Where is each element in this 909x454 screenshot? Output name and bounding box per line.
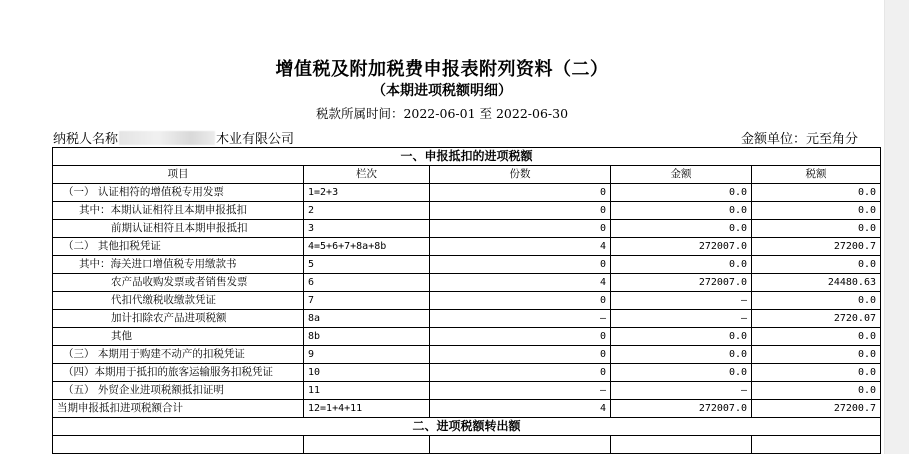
- row-amount: 0.0: [611, 346, 752, 364]
- table-row: [53, 184, 881, 202]
- table-row: [53, 256, 881, 274]
- empty-cell: [752, 436, 881, 454]
- table-row: [53, 364, 881, 382]
- row-line-code: 1=2+3: [304, 184, 430, 202]
- row-count: —: [430, 382, 611, 400]
- row-tax: 0.0: [752, 220, 881, 238]
- row-item-label: （二） 其他扣税凭证: [53, 238, 304, 256]
- table-row: [53, 220, 881, 238]
- row-line-code: 5: [304, 256, 430, 274]
- row-count: —: [430, 310, 611, 328]
- row-line-code: 4=5+6+7+8a+8b: [304, 238, 430, 256]
- input-tax-table: [52, 147, 881, 454]
- row-amount: 272007.0: [611, 238, 752, 256]
- table-row: [53, 328, 881, 346]
- row-tax: 0.0: [752, 364, 881, 382]
- empty-cell: [304, 436, 430, 454]
- row-line-code: 10: [304, 364, 430, 382]
- row-line-code: 3: [304, 220, 430, 238]
- taxpayer-name-suffix: 木业有限公司: [216, 132, 295, 147]
- row-count: 0: [430, 220, 611, 238]
- row-amount: 0.0: [611, 202, 752, 220]
- taxpayer-name: [53, 128, 294, 147]
- redacted-region: [119, 131, 215, 145]
- section2-title: 二、进项税额转出额: [53, 418, 881, 436]
- section-header: [53, 418, 881, 436]
- row-tax: 27200.7: [752, 400, 881, 418]
- table-row: [53, 310, 881, 328]
- row-amount: 0.0: [611, 256, 752, 274]
- row-item-label: 代扣代缴税收缴款凭证: [53, 292, 304, 310]
- row-count: 4: [430, 400, 611, 418]
- row-tax: 0.0: [752, 256, 881, 274]
- row-amount: —: [611, 310, 752, 328]
- row-tax: 0.0: [752, 184, 881, 202]
- row-tax: 0.0: [752, 202, 881, 220]
- column-header: 项目: [53, 166, 304, 184]
- column-header-row: [53, 166, 881, 184]
- row-amount: 0.0: [611, 184, 752, 202]
- row-item-label: 当期申报抵扣进项税额合计: [53, 400, 304, 418]
- row-item-label: （一） 认证相符的增值税专用发票: [53, 184, 304, 202]
- row-item-label: （四）本期用于抵扣的旅客运输服务扣税凭证: [53, 364, 304, 382]
- taxpayer-label: 纳税人名称: [53, 132, 119, 147]
- row-item-label: （三） 本期用于购建不动产的扣税凭证: [53, 346, 304, 364]
- row-count: 0: [430, 202, 611, 220]
- table-row: [53, 436, 881, 454]
- table-row: [53, 202, 881, 220]
- empty-cell: [53, 436, 304, 454]
- amount-unit: 金额单位：元至角分: [740, 132, 858, 147]
- row-amount: 272007.0: [611, 400, 752, 418]
- page-title: 增值税及附加税费申报表附列资料（二）: [275, 59, 609, 80]
- row-item-label: 农产品收购发票或者销售发票: [53, 274, 304, 292]
- row-tax: 0.0: [752, 346, 881, 364]
- row-count: 4: [430, 238, 611, 256]
- row-count: 4: [430, 274, 611, 292]
- column-header: 份数: [430, 166, 611, 184]
- column-header: 税额: [752, 166, 881, 184]
- row-count: 0: [430, 256, 611, 274]
- scrollbar-track[interactable]: [884, 0, 909, 454]
- row-tax: 0.0: [752, 382, 881, 400]
- row-count: 0: [430, 184, 611, 202]
- table-row: [53, 274, 881, 292]
- row-item-label: （五） 外贸企业进项税额抵扣证明: [53, 382, 304, 400]
- row-amount: 0.0: [611, 328, 752, 346]
- row-tax: 0.0: [752, 328, 881, 346]
- row-line-code: 9: [304, 346, 430, 364]
- row-tax: 2720.07: [752, 310, 881, 328]
- row-line-code: 8b: [304, 328, 430, 346]
- row-item-label: 前期认证相符且本期申报抵扣: [53, 220, 304, 238]
- row-amount: 0.0: [611, 364, 752, 382]
- row-count: 0: [430, 292, 611, 310]
- section1-title: 一、申报抵扣的进项税额: [53, 148, 881, 166]
- row-amount: —: [611, 292, 752, 310]
- row-line-code: 11: [304, 382, 430, 400]
- row-tax: 24480.63: [752, 274, 881, 292]
- table-row: [53, 400, 881, 418]
- row-item-label: 其中：海关进口增值税专用缴款书: [53, 256, 304, 274]
- row-amount: —: [611, 382, 752, 400]
- row-line-code: 8a: [304, 310, 430, 328]
- row-amount: 0.0: [611, 220, 752, 238]
- row-tax: 0.0: [752, 292, 881, 310]
- row-line-code: 12=1+4+11: [304, 400, 430, 418]
- table-row: [53, 238, 881, 256]
- table-row: [53, 346, 881, 364]
- row-item-label: 其中：本期认证相符且本期申报抵扣: [53, 202, 304, 220]
- row-line-code: 6: [304, 274, 430, 292]
- row-amount: 272007.0: [611, 274, 752, 292]
- empty-cell: [611, 436, 752, 454]
- table-row: [53, 382, 881, 400]
- tax-period: 税款所属时间：2022-06-01 至 2022-06-30: [315, 106, 569, 121]
- table-row: [53, 292, 881, 310]
- row-tax: 27200.7: [752, 238, 881, 256]
- row-count: 0: [430, 364, 611, 382]
- empty-cell: [430, 436, 611, 454]
- section-header: [53, 148, 881, 166]
- row-count: 0: [430, 346, 611, 364]
- row-count: 0: [430, 328, 611, 346]
- row-line-code: 7: [304, 292, 430, 310]
- row-item-label: 加计扣除农产品进项税额: [53, 310, 304, 328]
- row-item-label: 其他: [53, 328, 304, 346]
- column-header: 栏次: [304, 166, 430, 184]
- page-subtitle: （本期进项税额明细）: [372, 83, 512, 99]
- row-line-code: 2: [304, 202, 430, 220]
- column-header: 金额: [611, 166, 752, 184]
